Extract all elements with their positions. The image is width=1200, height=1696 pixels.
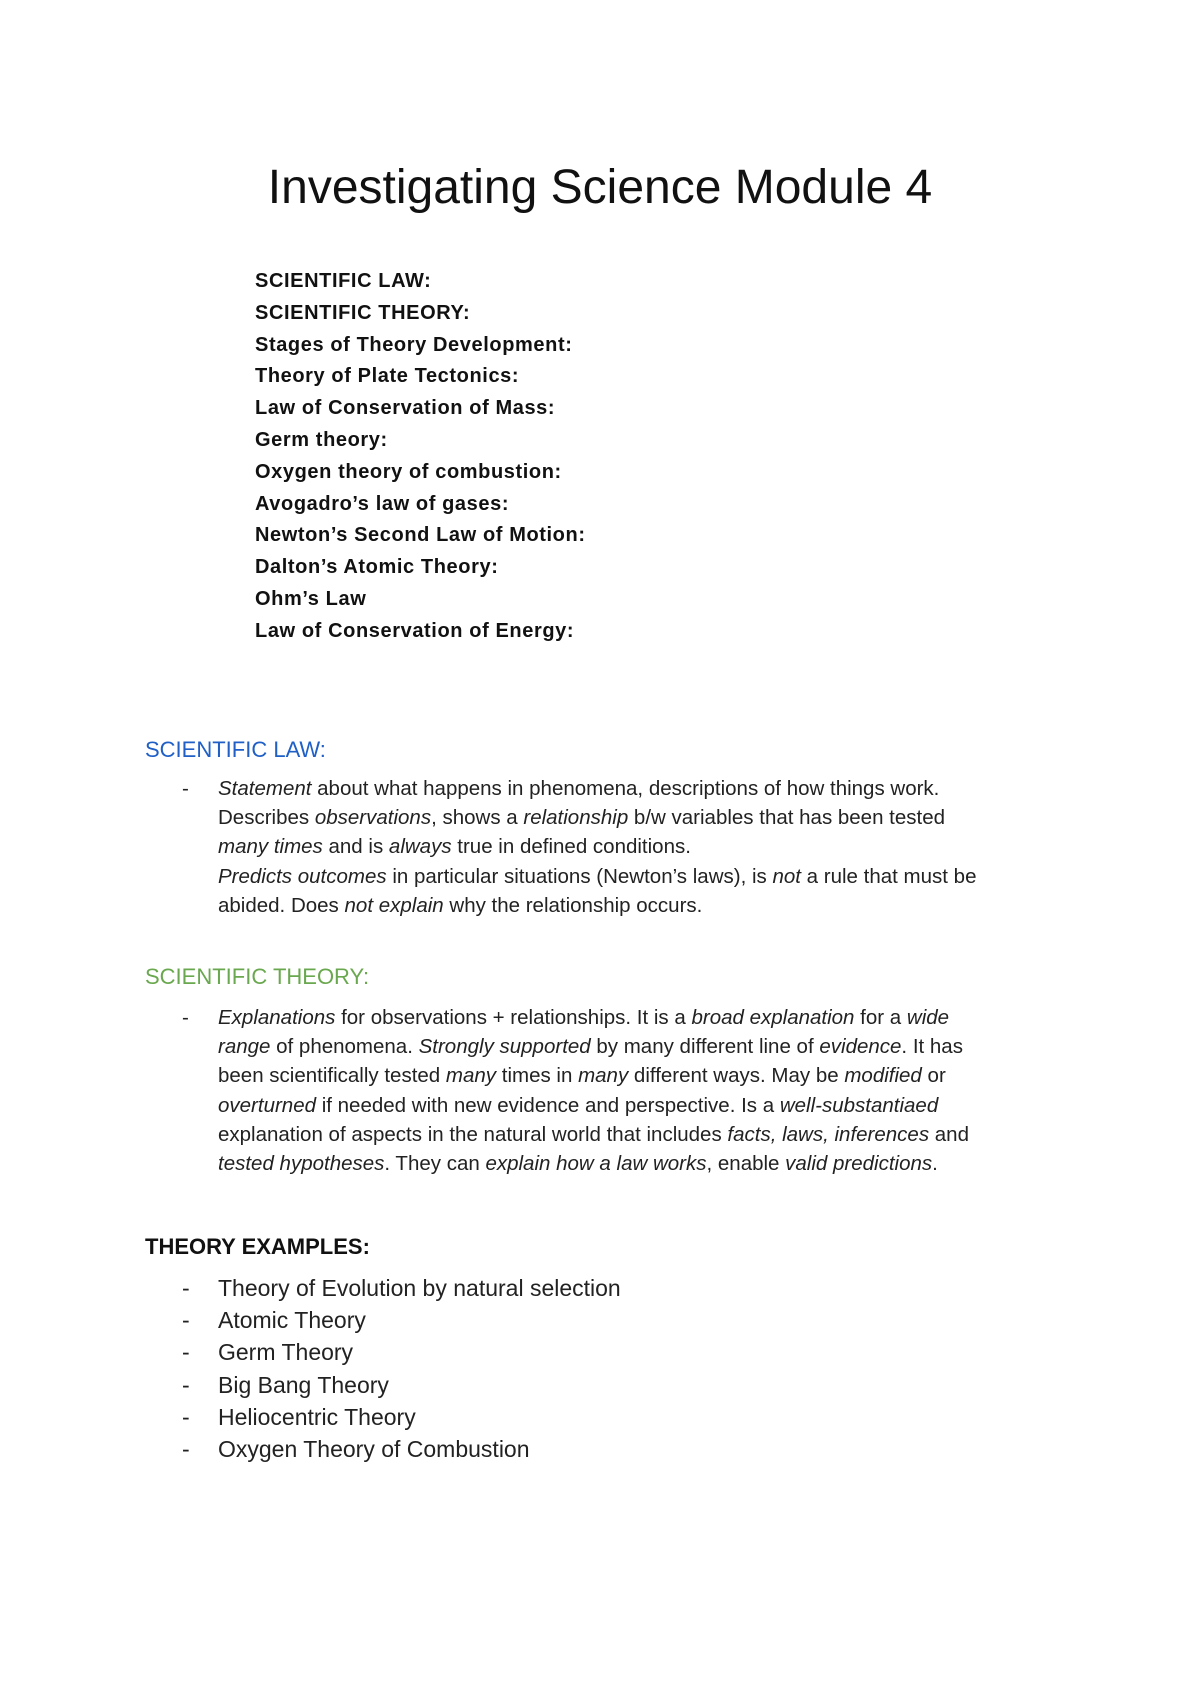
- topic-item: Theory of Plate Tectonics:: [255, 365, 520, 388]
- topic-item: Newton’s Second Law of Motion:: [255, 524, 586, 547]
- bullet-dash: -: [182, 1403, 190, 1430]
- body-text: . They can: [384, 1152, 486, 1176]
- paragraph-line: [218, 1003, 1118, 1032]
- scientific-theory-paragraph: [145, 1003, 1118, 1178]
- paragraph-line: [218, 1061, 1118, 1090]
- topic-item: Germ theory:: [255, 428, 388, 451]
- emphasis-text: not: [772, 864, 801, 888]
- example-text: Theory of Evolution by natural selection: [218, 1275, 621, 1301]
- paragraph-line: [218, 1149, 1118, 1178]
- paragraph-line: [218, 803, 1118, 832]
- body-text: abided. Does: [218, 893, 345, 917]
- topic-item: Avogadro’s law of gases:: [255, 492, 510, 515]
- body-text: in particular situations (Newton’s laws), is: [386, 864, 773, 888]
- emphasis-text: many: [445, 1064, 497, 1088]
- example-text: Atomic Theory: [218, 1307, 366, 1334]
- paragraph-line: [218, 1120, 1118, 1149]
- list-item: [145, 1336, 621, 1368]
- paragraph-line: [218, 832, 1118, 861]
- body-text: , shows a: [431, 806, 524, 830]
- bullet-dash: -: [182, 1435, 190, 1462]
- list-item: [145, 1272, 621, 1304]
- paragraph-line: [218, 1091, 1118, 1120]
- scientific-theory-bullets: [145, 1003, 1118, 1178]
- emphasis-text: facts, laws, inferences: [727, 1122, 930, 1146]
- emphasis-text: tested hypotheses: [218, 1152, 385, 1176]
- body-text: been scientifically tested: [218, 1064, 446, 1088]
- body-text: why the relationship occurs.: [443, 893, 703, 917]
- topic-item: Law of Conservation of Energy:: [255, 619, 575, 642]
- body-text: and is: [322, 835, 389, 859]
- body-text: .: [932, 1152, 938, 1176]
- theory-examples-heading: THEORY EXAMPLES:: [145, 1234, 370, 1259]
- scientific-law-heading: SCIENTIFIC LAW:: [145, 737, 326, 762]
- topic-item: SCIENTIFIC THEORY:: [255, 301, 471, 324]
- list-item: [145, 1304, 621, 1336]
- paragraph-text: [218, 774, 1118, 920]
- bullet-dash: -: [182, 1307, 190, 1334]
- paragraph-line: [218, 862, 1118, 891]
- topic-item: Oxygen theory of combustion:: [255, 460, 562, 483]
- emphasis-text: many: [578, 1064, 629, 1088]
- emphasis-text: always: [388, 835, 452, 859]
- emphasis-text: Strongly supported: [418, 1035, 591, 1059]
- emphasis-text: relationship: [523, 806, 629, 830]
- emphasis-text: explain how a law works: [485, 1152, 707, 1176]
- topic-item: Dalton’s Atomic Theory:: [255, 556, 499, 579]
- bullet-dash: -: [182, 1371, 190, 1398]
- body-text: true in defined conditions.: [451, 835, 691, 859]
- paragraph-text: [218, 1003, 1118, 1178]
- emphasis-text: not explain: [344, 893, 444, 917]
- example-text: Oxygen Theory of Combustion: [218, 1435, 530, 1462]
- topic-item: Stages of Theory Development:: [255, 333, 573, 356]
- emphasis-text: Predicts outcomes: [218, 864, 387, 888]
- emphasis-text: observations: [314, 806, 432, 830]
- list-item: [145, 1401, 621, 1433]
- document-title: Investigating Science Module 4: [267, 161, 933, 214]
- emphasis-text: wide: [906, 1006, 950, 1029]
- emphasis-text: broad explanation: [691, 1006, 855, 1029]
- paragraph-line: [218, 891, 1118, 920]
- scientific-law-bullets: [145, 774, 1118, 920]
- body-text: of phenomena.: [270, 1035, 419, 1059]
- body-text: b/w variables that has been tested: [628, 806, 946, 830]
- emphasis-text: range: [218, 1035, 271, 1059]
- emphasis-text: modified: [844, 1064, 922, 1088]
- paragraph-line: [218, 774, 1118, 803]
- body-text: different ways. May be: [628, 1064, 845, 1088]
- paragraph-line: [218, 1032, 1118, 1061]
- body-text: a rule that must be: [800, 864, 977, 888]
- body-text: or: [921, 1064, 946, 1088]
- emphasis-text: well-substantiaed: [779, 1093, 939, 1117]
- body-text: by many different line of: [590, 1035, 820, 1059]
- body-text: , enable: [706, 1152, 786, 1176]
- emphasis-text: Statement: [218, 777, 312, 800]
- list-item: [145, 1433, 621, 1465]
- bullet-dash: -: [182, 1275, 190, 1301]
- example-text: Big Bang Theory: [218, 1371, 389, 1398]
- topic-item: Law of Conservation of Mass:: [255, 397, 556, 420]
- body-text: if needed with new evidence and perspective. Is a: [316, 1093, 780, 1117]
- example-text: Heliocentric Theory: [218, 1403, 416, 1430]
- body-text: Describes: [218, 806, 315, 830]
- topic-item: Ohm’s Law: [255, 587, 367, 610]
- emphasis-text: many times: [218, 835, 323, 859]
- body-text: about what happens in phenomena, descriptions of how things work.: [311, 777, 940, 800]
- bullet-dash: -: [182, 1006, 189, 1029]
- topic-list: [255, 266, 586, 648]
- bullet-dash: -: [182, 777, 189, 800]
- example-text: Germ Theory: [218, 1339, 354, 1366]
- body-text: . It has: [901, 1035, 963, 1059]
- scientific-theory-heading: SCIENTIFIC THEORY:: [145, 964, 370, 989]
- body-text: for observations + relationships. It is a: [335, 1006, 692, 1029]
- topic-item: SCIENTIFIC LAW:: [255, 270, 432, 292]
- emphasis-text: evidence: [819, 1035, 902, 1059]
- emphasis-text: valid predictions: [785, 1152, 933, 1176]
- body-text: and: [929, 1122, 969, 1146]
- emphasis-text: Explanations: [218, 1006, 336, 1029]
- body-text: times in: [496, 1064, 579, 1088]
- scientific-law-paragraph: [145, 774, 1118, 920]
- body-text: explanation of aspects in the natural world that includes: [218, 1122, 728, 1146]
- bullet-dash: -: [182, 1339, 190, 1366]
- body-text: for a: [854, 1006, 907, 1029]
- theory-examples-list: [145, 1272, 621, 1465]
- list-item: [145, 1369, 621, 1401]
- emphasis-text: overturned: [218, 1093, 317, 1117]
